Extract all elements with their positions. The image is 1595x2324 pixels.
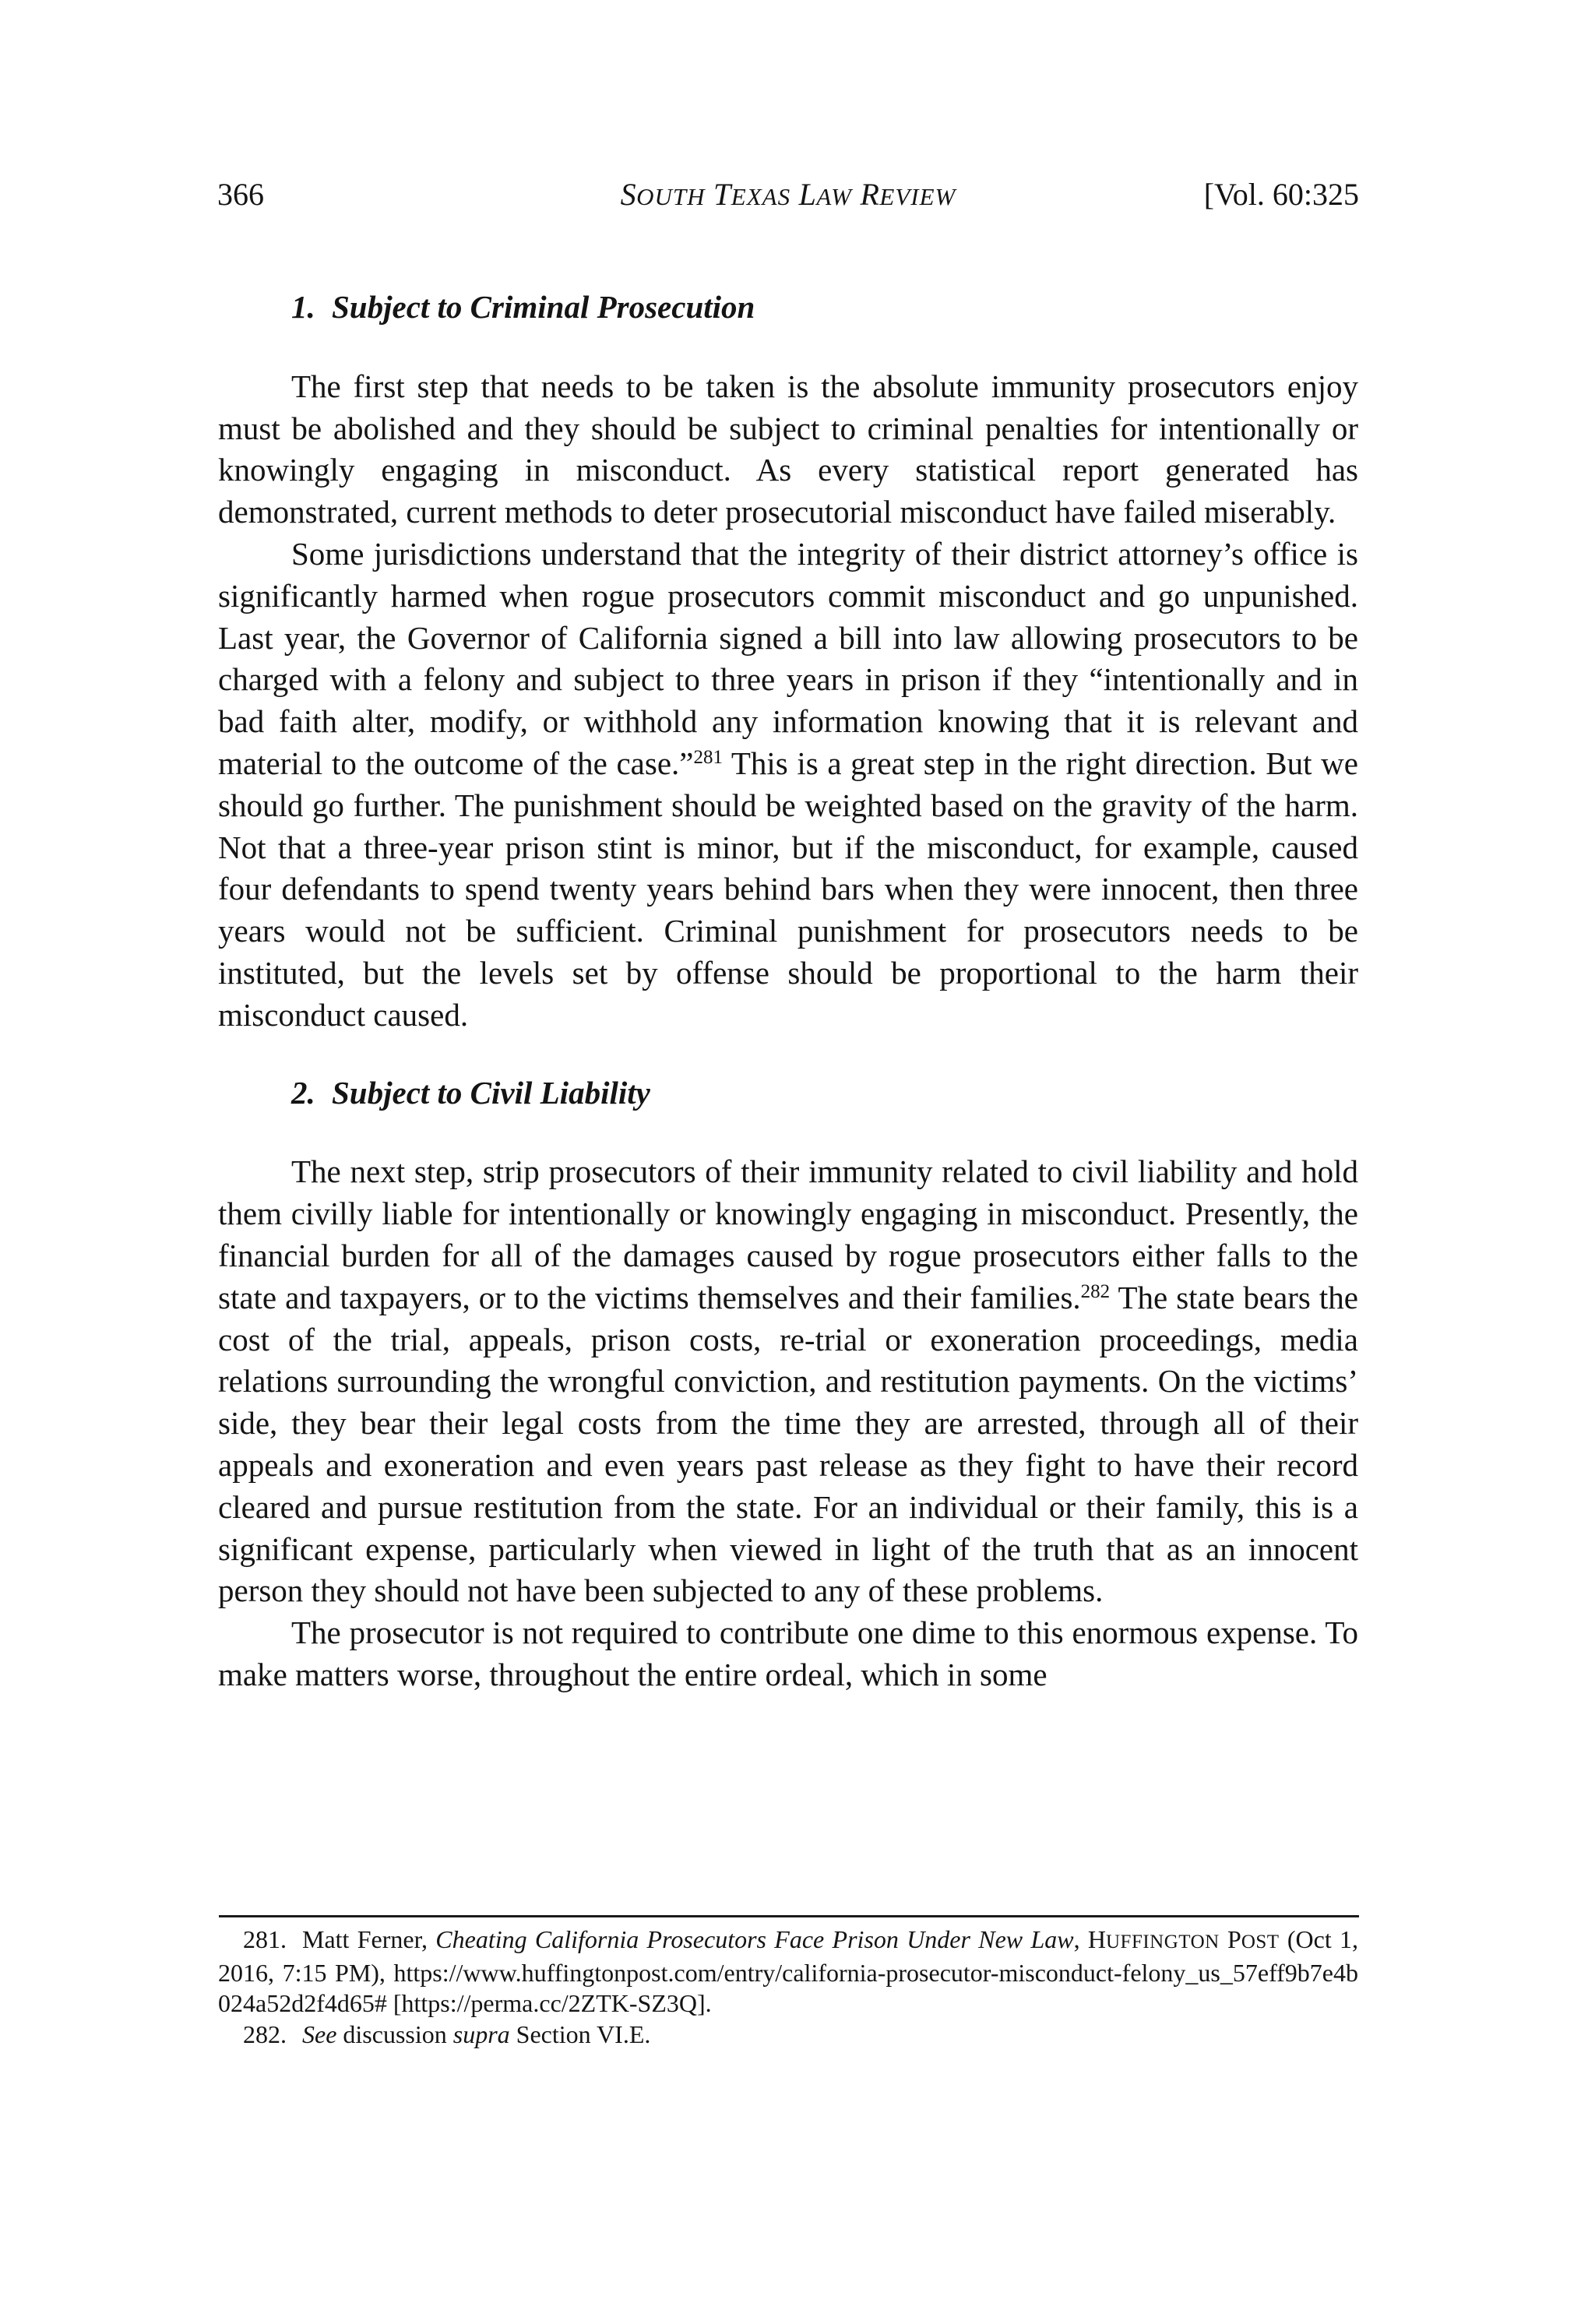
paragraph: The next step, strip prosecutors of their immunity related to civil liability and hold them civilly liable for intentionally or knowingly engaging in misconduct. Presently, the financial burden for all of the damages caused by rogue prosecutors either falls to the state and taxpayers, or to the victims themselves and their families.$^{282}$ The state bears the cost of the trial, appeals, prison costs, re-trial or exoneration proceedings, media relations surrounding the wrongful conviction, and restitution payments. On the victims’ side, they bear their legal costs from the time they are arrested, through all of their appeals and exoneration and even years past release as they fight to have their record cleared and pursue restitution from the state. For an individual or their family, this is a significant expense, particularly when viewed in light of the truth that as an innocent person they should not have been subjected to any of these problems. xyxy=(218,1153,1359,1609)
body-text xyxy=(218,287,1358,1696)
perma-link[interactable]: [https://perma.cc/2ZTK-SZ3Q]. xyxy=(386,1989,712,2017)
footnote-281: 281. Matt Ferner, Cheating California Prosecutors Face Prison Under New Law, HUFFINGTON POST (Oct 1, 2016, 7:15 PM), https://www.huffingtonpost.com/entry/california-prosecutor-misconduct-felony_us_57eff9b7e4b024a52d2f4d65# [https://perma.cc/2ZTK-SZ3Q]. xyxy=(218,1925,1359,2017)
section-heading-criminal-prosecution: 1. Subject to Criminal Prosecution xyxy=(291,289,755,325)
footnote-282: 282. See discussion supra Section VI.E. xyxy=(243,2019,651,2048)
section-heading-civil-liability: 2. Subject to Civil Liability xyxy=(291,1074,650,1111)
paragraph: Some jurisdictions understand that the integrity of their district attorney’s office is significantly harmed when rogue prosecutors commit misconduct and go unpunished. Last year, the Governor of California signed a bill into law allowing prosecutors to be charged with a felony and subject to three years in prison if they “intentionally and in bad faith alter, modify, or withhold any information knowing that it is relevant and material to the outcome of the case.”$^{281}$ This is a great step in the right direction. But we should go further. The punishment should be weighted based on the gravity of the harm. Not that a three-year prison stint is minor, but if the misconduct, for example, caused four defendants to spend twenty years behind bars when they were innocent, then three years would not be sufficient. Criminal punishment for prosecutors needs to be instituted, but the levels set by offense should be proportional to the harm their misconduct caused. xyxy=(218,535,1358,1033)
paragraph: The first step that needs to be taken is the absolute immunity prosecutors enjoy must be abolished and they should be subject to criminal penalties for intentionally or knowingly engaging in misconduct. As every statistical report generated has demonstrated, current methods to deter prosecutorial misconduct have failed miserably. xyxy=(218,368,1358,530)
footnotes xyxy=(218,1924,1358,2050)
footnote-divider xyxy=(219,1915,1359,1917)
page-number: 366 xyxy=(217,177,264,212)
running-header xyxy=(217,173,1359,217)
journal-title: SOUTH TEXAS LAW REVIEW xyxy=(620,177,956,212)
volume-citation: [Vol. 60:325 xyxy=(1203,177,1359,212)
paragraph: The prosecutor is not required to contribute one dime to this enormous expense. To make matters worse, throughout the entire ordeal, which in some xyxy=(218,1614,1358,1692)
footnote-reference-282[interactable]: 282 xyxy=(1080,1280,1111,1302)
footnote-reference-281[interactable]: 281 xyxy=(693,746,723,768)
footnote-url[interactable]: https://www.huffingtonpost.com/entry/california-prosecutor-misconduct-felony_us_57eff9b7e4b024a52d2f4d65# xyxy=(218,1958,1358,2017)
